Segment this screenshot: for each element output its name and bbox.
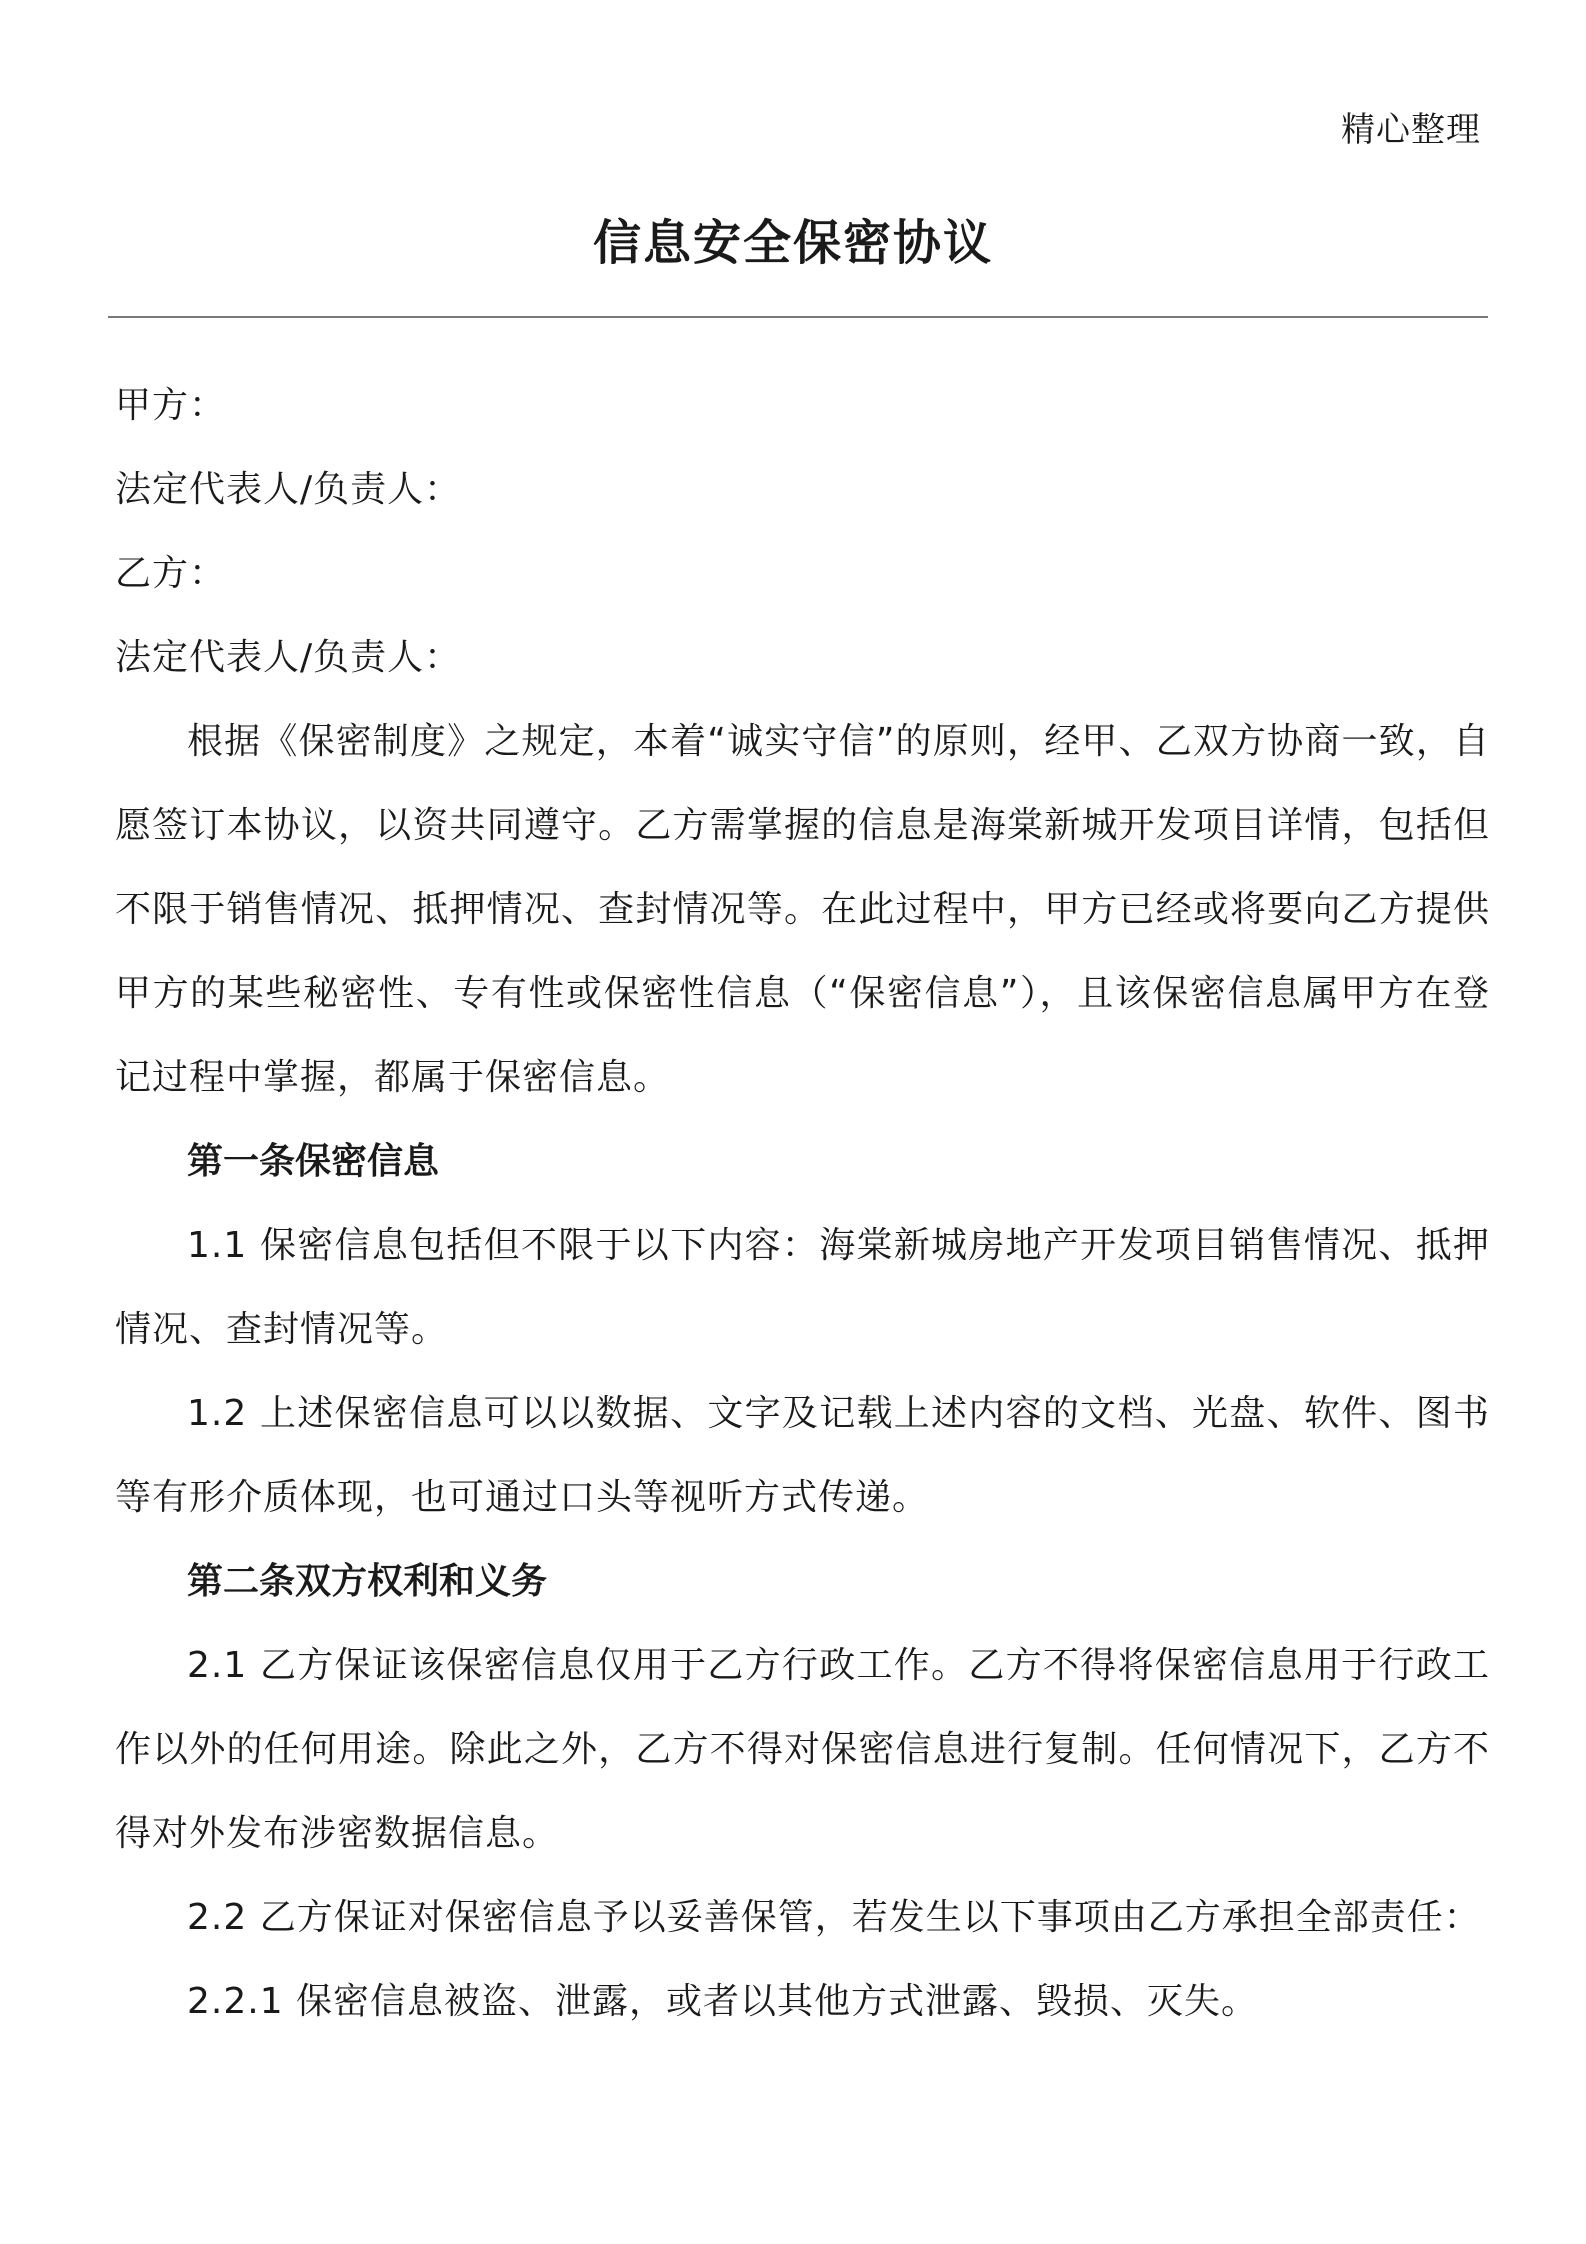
clause-1-1: 1.1 保密信息包括但不限于以下内容：海棠新城房地产开发项目销售情况、抵押情况、查封情况等。: [115, 1225, 1490, 1350]
party-b-label: 乙方：: [115, 553, 227, 594]
clause-2-1: 2.1 乙方保证该保密信息仅用于乙方行政工作。乙方不得将保密信息用于行政工作以外的任何用途。除此之外，乙方不得对保密信息进行复制。任何情况下，乙方不得对外发布涉密数据信息。: [115, 1645, 1490, 1854]
clause-2-2-1: 2.2.1 保密信息被盗、泄露，或者以其他方式泄露、毁损、灭失。: [187, 1981, 1259, 2022]
clause-1-2: 1.2 上述保密信息可以以数据、文字及记载上述内容的文档、光盘、软件、图书等有形介质体现，也可通过口头等视听方式传递。: [115, 1393, 1490, 1518]
article-1-heading: 第一条保密信息: [187, 1141, 440, 1182]
party-a-representative-label: 法定代表人/负责人：: [115, 469, 462, 510]
header-note: 精心整理: [1341, 110, 1481, 150]
party-a-label: 甲方：: [115, 385, 227, 426]
preamble-paragraph: 根据《保密制度》之规定，本着“诚实守信”的原则，经甲、乙双方协商一致，自愿签订本协议，以资共同遵守。乙方需掌握的信息是海棠新城开发项目详情，包括但不限于销售情况、抵押情况、查封情况等。在此过程中，甲方已经或将要向乙方提供甲方的某些秘密性、专有性或保密性信息（“保密信息”），且该保密信息属甲方在登记过程中掌握，都属于保密信息。: [115, 721, 1490, 1098]
clause-2-2: 2.2 乙方保证对保密信息予以妥善保管，若发生以下事项由乙方承担全部责任：: [187, 1897, 1481, 1938]
document-body: [115, 364, 1490, 2044]
party-b-representative-label: 法定代表人/负责人：: [115, 637, 462, 678]
article-2-heading: 第二条双方权利和义务: [187, 1561, 548, 1602]
document-title: 信息安全保密协议: [592, 215, 993, 271]
title-divider: [108, 316, 1488, 318]
